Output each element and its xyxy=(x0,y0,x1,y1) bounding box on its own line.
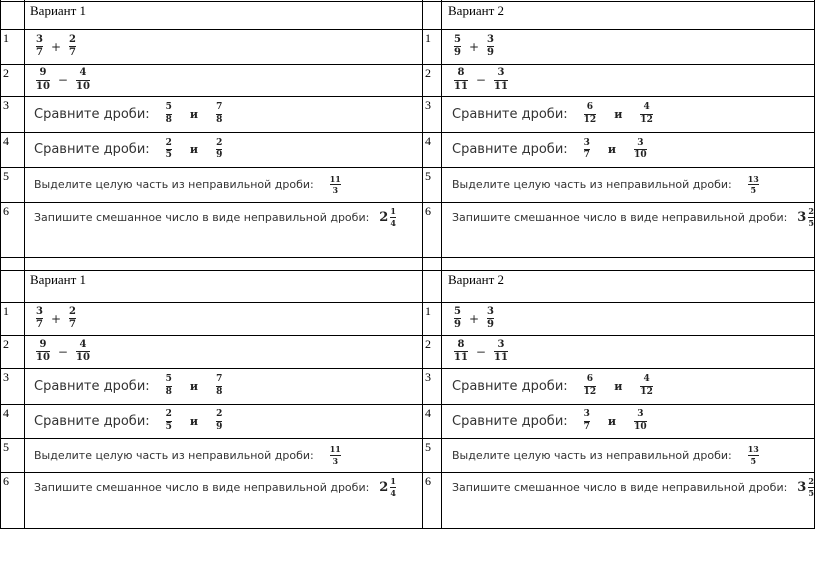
fraction-numerator: 7 xyxy=(216,102,223,113)
task-text: Выделите целую часть из неправильной дроби: xyxy=(452,178,732,191)
task-number: 2 xyxy=(3,337,9,351)
fraction-numerator: 3 xyxy=(36,33,43,45)
operator: − xyxy=(57,73,68,87)
fraction-denominator: 3 xyxy=(332,185,339,195)
task-content xyxy=(34,96,224,132)
fraction xyxy=(454,68,468,92)
fraction-numerator: 2 xyxy=(69,33,76,45)
task-number: 3 xyxy=(425,370,431,384)
fraction xyxy=(808,477,814,497)
fraction-denominator: 5 xyxy=(808,217,814,228)
task-content xyxy=(34,472,398,502)
fraction-denominator: 3 xyxy=(332,455,339,466)
fraction xyxy=(494,340,508,364)
task-content xyxy=(452,64,510,96)
task-content xyxy=(452,368,655,404)
task-text: Сравните дроби: xyxy=(452,378,568,394)
fraction-numerator: 4 xyxy=(643,374,650,385)
fraction xyxy=(390,477,396,497)
task-content xyxy=(34,29,78,64)
fraction-denominator: 7 xyxy=(36,319,43,330)
conjunction: и xyxy=(189,143,199,156)
table-row-divider xyxy=(0,270,815,271)
task-number: 6 xyxy=(3,474,9,488)
task-text: Сравните дроби: xyxy=(452,413,568,429)
operator: − xyxy=(475,344,486,359)
task-number: 3 xyxy=(425,98,431,112)
task-number: 6 xyxy=(425,474,431,488)
task-text: Сравните дроби: xyxy=(34,142,150,157)
operator: + xyxy=(50,311,62,326)
fraction xyxy=(584,139,590,161)
fraction-denominator: 9 xyxy=(454,47,461,58)
table-row-divider xyxy=(0,64,815,65)
table-column-divider xyxy=(0,0,1,528)
fraction xyxy=(36,35,43,59)
fraction xyxy=(584,375,597,397)
task-number: 6 xyxy=(425,204,431,218)
fraction xyxy=(166,139,172,161)
fraction-denominator: 5 xyxy=(750,185,757,195)
fraction xyxy=(76,68,90,92)
fraction-denominator: 5 xyxy=(808,487,814,498)
fraction-numerator: 3 xyxy=(583,137,590,148)
fraction-denominator: 10 xyxy=(75,80,90,92)
table-row-divider xyxy=(0,257,815,258)
fraction-denominator: 10 xyxy=(36,80,50,92)
fraction xyxy=(584,103,597,125)
task-number: 1 xyxy=(425,304,431,318)
fraction-denominator: 8 xyxy=(216,114,223,125)
task-number: 1 xyxy=(3,304,9,318)
conjunction: и xyxy=(189,107,199,121)
fraction-numerator: 1 xyxy=(390,476,396,487)
fraction-numerator: 8 xyxy=(457,338,465,350)
task-content xyxy=(452,472,816,502)
fraction-numerator: 8 xyxy=(457,67,465,78)
task-text: Запишите смешанное число в виде неправильной дроби: xyxy=(452,210,788,224)
task-text: Сравните дроби: xyxy=(452,106,568,122)
fraction xyxy=(454,340,468,364)
fraction-denominator: 8 xyxy=(165,114,172,125)
mixed-whole: 3 xyxy=(797,209,807,225)
table-column-divider xyxy=(814,0,815,528)
fraction xyxy=(69,307,76,331)
table-column-divider xyxy=(422,0,423,528)
fraction-numerator: 3 xyxy=(487,305,494,317)
fraction-numerator: 5 xyxy=(165,102,172,113)
task-content xyxy=(34,368,224,404)
fraction xyxy=(36,340,50,364)
mixed-whole: 2 xyxy=(379,209,389,225)
fraction-denominator: 8 xyxy=(216,386,223,397)
fraction-denominator: 7 xyxy=(583,421,590,432)
fraction-numerator: 2 xyxy=(165,137,172,148)
fraction-denominator: 12 xyxy=(583,114,597,125)
fraction xyxy=(216,103,222,125)
task-content xyxy=(452,132,649,167)
fraction xyxy=(166,410,172,432)
fraction-numerator: 2 xyxy=(216,137,223,148)
task-content xyxy=(452,96,655,132)
fraction xyxy=(808,207,814,227)
task-text: Запишите смешанное число в виде неправильной дроби: xyxy=(34,480,370,494)
table-row-divider xyxy=(0,302,815,303)
fraction-denominator: 7 xyxy=(36,47,43,58)
fraction-numerator: 3 xyxy=(637,137,644,148)
task-number: 5 xyxy=(3,440,9,454)
table-row-divider xyxy=(0,335,815,336)
task-content xyxy=(452,202,816,232)
mixed-number xyxy=(379,207,398,227)
task-content xyxy=(34,167,343,202)
fraction-denominator: 8 xyxy=(165,386,172,397)
fraction-numerator: 9 xyxy=(39,338,47,350)
variant-header: Вариант 1 xyxy=(30,3,87,18)
fraction-denominator: 5 xyxy=(165,150,172,160)
task-content xyxy=(34,404,224,438)
task-number: 6 xyxy=(3,204,9,218)
task-number: 4 xyxy=(3,134,9,148)
fraction-denominator: 10 xyxy=(36,352,50,363)
mixed-whole: 3 xyxy=(797,479,807,495)
fraction-denominator: 4 xyxy=(390,217,396,228)
fraction-numerator: 4 xyxy=(79,67,87,78)
fraction-numerator: 5 xyxy=(165,374,172,385)
fraction xyxy=(330,445,341,465)
variant-header: Вариант 1 xyxy=(30,272,87,287)
task-content xyxy=(34,64,92,96)
task-number: 3 xyxy=(3,98,9,112)
fraction xyxy=(634,139,647,161)
fraction-numerator: 3 xyxy=(497,338,505,350)
fraction xyxy=(76,340,90,364)
fraction xyxy=(584,410,590,432)
task-number: 4 xyxy=(425,406,431,420)
task-number: 2 xyxy=(3,66,9,80)
task-text: Сравните дроби: xyxy=(34,378,150,394)
mixed-number xyxy=(797,207,816,227)
fraction-denominator: 9 xyxy=(216,421,223,432)
task-number: 1 xyxy=(3,31,9,45)
fraction-numerator: 3 xyxy=(487,33,494,45)
task-number: 4 xyxy=(3,406,9,420)
fraction-numerator: 3 xyxy=(497,67,505,78)
fraction xyxy=(748,175,759,195)
fraction-denominator: 10 xyxy=(634,150,647,160)
conjunction: и xyxy=(607,414,617,428)
task-text: Сравните дроби: xyxy=(34,413,150,429)
fraction-numerator: 4 xyxy=(79,338,87,350)
fraction-denominator: 10 xyxy=(634,421,647,432)
fraction xyxy=(216,410,222,432)
fraction-numerator: 7 xyxy=(216,374,223,385)
conjunction: и xyxy=(189,379,199,393)
task-text: Выделите целую часть из неправильной дроби: xyxy=(452,448,732,462)
fraction-denominator: 7 xyxy=(69,319,76,330)
operator: + xyxy=(50,39,62,54)
fraction-numerator: 2 xyxy=(808,206,814,217)
conjunction: и xyxy=(189,414,199,428)
table-column-divider xyxy=(24,0,25,528)
task-text: Сравните дроби: xyxy=(34,106,150,122)
fraction xyxy=(166,103,172,125)
fraction-numerator: 5 xyxy=(454,33,461,45)
fraction-numerator: 13 xyxy=(747,173,759,184)
task-content xyxy=(452,335,510,368)
fraction-numerator: 4 xyxy=(643,102,650,113)
task-content xyxy=(34,302,78,335)
fraction xyxy=(487,35,494,59)
fraction-numerator: 11 xyxy=(329,444,341,455)
operator: + xyxy=(468,311,480,326)
task-content xyxy=(34,438,343,472)
fraction-numerator: 1 xyxy=(390,206,396,217)
fraction-denominator: 12 xyxy=(640,386,653,397)
fraction-numerator: 6 xyxy=(586,102,594,113)
fraction xyxy=(640,375,653,397)
task-content xyxy=(34,132,224,167)
task-text: Запишите смешанное число в виде неправильной дроби: xyxy=(452,480,788,494)
fraction xyxy=(36,68,50,92)
fraction xyxy=(166,375,172,397)
task-number: 5 xyxy=(3,169,9,183)
fraction-denominator: 9 xyxy=(487,47,494,58)
fraction-numerator: 2 xyxy=(165,409,172,420)
fraction xyxy=(454,35,461,59)
fraction-denominator: 7 xyxy=(69,47,76,58)
fraction xyxy=(330,175,341,195)
task-text: Выделите целую часть из неправильной дроби: xyxy=(34,178,314,191)
fraction-numerator: 2 xyxy=(808,476,814,487)
fraction-numerator: 3 xyxy=(637,409,644,420)
table-row-divider xyxy=(0,29,815,30)
variant-header: Вариант 2 xyxy=(448,272,505,287)
operator: − xyxy=(57,344,68,359)
task-number: 5 xyxy=(425,169,431,183)
fraction-numerator: 5 xyxy=(454,305,461,317)
fraction-numerator: 2 xyxy=(69,305,76,317)
operator: + xyxy=(468,39,480,54)
fraction xyxy=(748,445,759,465)
fraction-denominator: 11 xyxy=(493,352,508,363)
fraction-numerator: 9 xyxy=(39,67,47,78)
task-content xyxy=(452,404,649,438)
fraction xyxy=(494,68,508,92)
fraction-denominator: 4 xyxy=(390,487,396,498)
task-content xyxy=(452,438,761,472)
fraction xyxy=(216,139,222,161)
task-number: 2 xyxy=(425,66,431,80)
fraction-denominator: 12 xyxy=(640,114,653,125)
operator: − xyxy=(475,73,486,87)
mixed-number xyxy=(379,477,398,497)
fraction-denominator: 9 xyxy=(216,150,223,160)
mixed-whole: 2 xyxy=(379,479,389,495)
conjunction: и xyxy=(614,379,623,393)
conjunction: и xyxy=(607,143,617,156)
variant-header: Вариант 2 xyxy=(448,3,505,18)
task-content xyxy=(34,335,92,368)
task-content xyxy=(452,29,496,64)
fraction xyxy=(634,410,647,432)
fraction-numerator: 11 xyxy=(329,173,341,184)
fraction-numerator: 3 xyxy=(583,409,590,420)
task-content xyxy=(452,302,496,335)
fraction xyxy=(640,103,653,125)
task-content xyxy=(452,167,761,202)
fraction-denominator: 10 xyxy=(75,352,90,363)
fraction-denominator: 9 xyxy=(487,319,494,330)
table-row-divider xyxy=(0,1,815,2)
fraction-numerator: 3 xyxy=(36,305,43,317)
mixed-number xyxy=(797,477,816,497)
fraction xyxy=(390,207,396,227)
fraction-denominator: 11 xyxy=(454,352,468,363)
fraction xyxy=(487,307,494,331)
fraction-denominator: 7 xyxy=(583,150,590,160)
fraction xyxy=(216,375,222,397)
conjunction: и xyxy=(614,107,623,121)
fraction xyxy=(36,307,43,331)
fraction-denominator: 12 xyxy=(583,386,597,397)
task-number: 4 xyxy=(425,134,431,148)
task-content xyxy=(34,202,398,232)
fraction-denominator: 9 xyxy=(454,319,461,330)
fraction xyxy=(454,307,461,331)
fraction-denominator: 11 xyxy=(493,80,508,92)
fraction-numerator: 6 xyxy=(586,374,594,385)
fraction-numerator: 2 xyxy=(216,409,223,420)
fraction-denominator: 5 xyxy=(750,455,757,466)
task-text: Выделите целую часть из неправильной дроби: xyxy=(34,448,314,462)
task-text: Запишите смешанное число в виде неправильной дроби: xyxy=(34,210,370,224)
fraction-denominator: 5 xyxy=(165,421,172,432)
task-number: 1 xyxy=(425,31,431,45)
table-row-divider xyxy=(0,528,815,529)
task-number: 5 xyxy=(425,440,431,454)
table-column-divider xyxy=(441,0,442,528)
task-text: Сравните дроби: xyxy=(452,142,568,157)
fraction-denominator: 11 xyxy=(454,80,468,92)
fraction xyxy=(69,35,76,59)
task-number: 3 xyxy=(3,370,9,384)
task-number: 2 xyxy=(425,337,431,351)
fraction-numerator: 13 xyxy=(747,444,759,455)
